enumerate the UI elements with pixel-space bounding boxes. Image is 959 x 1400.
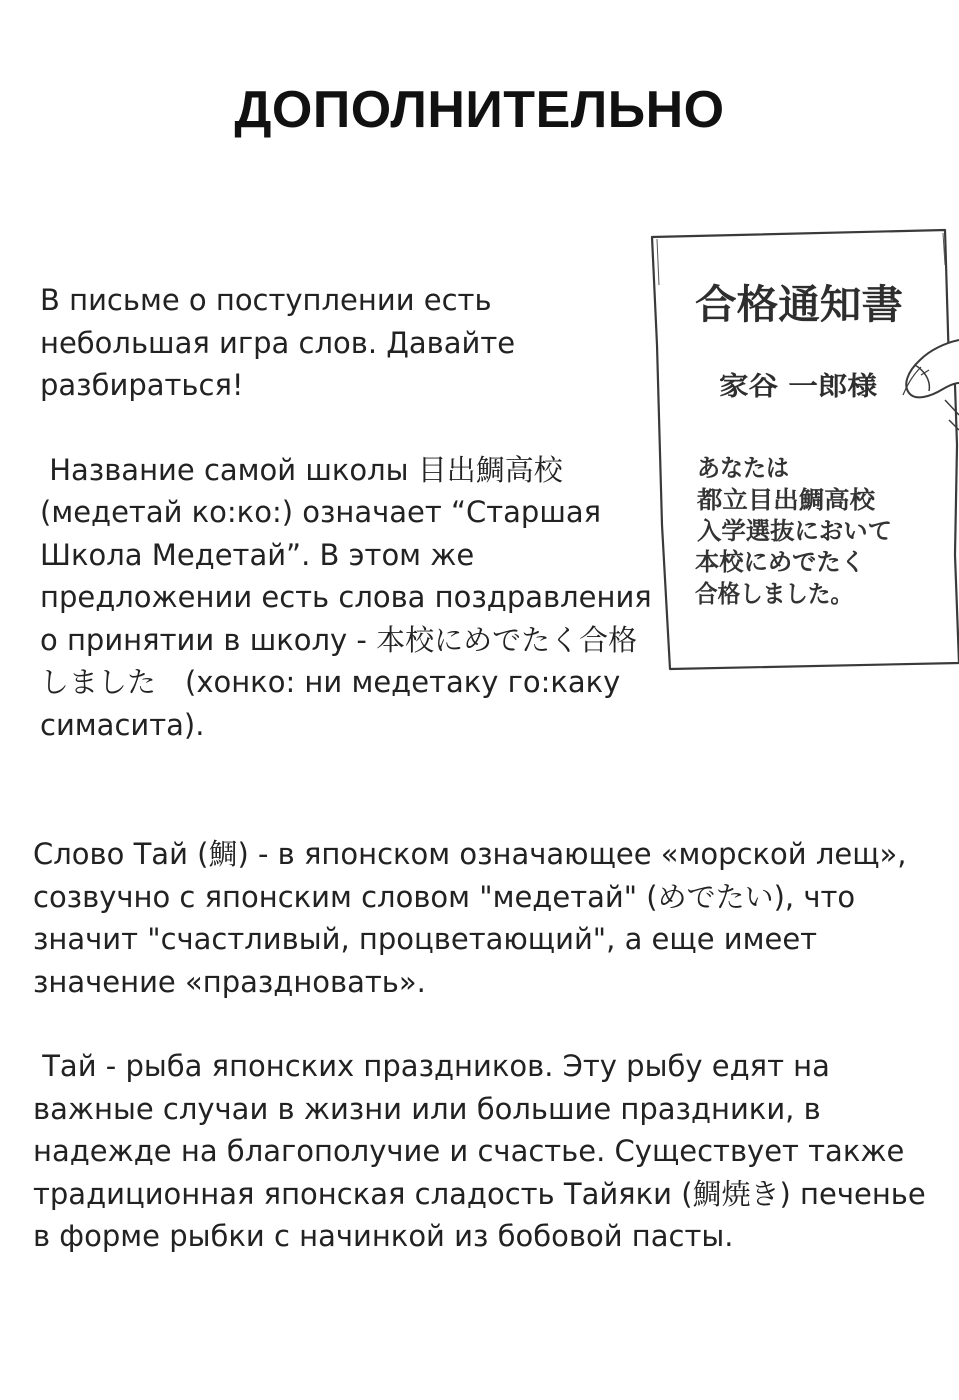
letter-body-line: 入学選抜において: [697, 517, 892, 545]
explanation-paragraph-1: Слово Тай (鯛) - в японском означающее «морской лещ», созвучно с японским словом "медетай" (めでたい), что значит "счастливый, процветающий", а еще имеет значение «праздновать».: [33, 837, 916, 999]
letter-heading: 合格通知書: [695, 282, 903, 328]
intro-text: [40, 279, 660, 746]
acceptance-letter-illustration: [645, 225, 959, 675]
letter-body-line: 都立目出鯛高校: [695, 486, 877, 514]
explanation-text: [33, 833, 933, 1258]
letter-body-line: 合格しました。: [695, 580, 853, 608]
letter-body-line: 本校にめでたく: [695, 548, 865, 576]
letter-body-line: あなたは: [697, 454, 789, 482]
intro-paragraph-1: В письме о поступлении есть небольшая игра слов. Давайте разбираться!: [40, 283, 525, 402]
letter-recipient: 家谷 一郎様: [719, 372, 877, 402]
page-title: ДОПОЛНИТЕЛЬНО: [234, 81, 725, 139]
explanation-paragraph-2: Тай - рыба японских праздников. Эту рыбу едят на важные случаи в жизни или большие праздники, в надежде на благополучие и счастье. Существует также традиционная японская сладость Тайяки (鯛焼き) печенье в форме рыбки с начинкой из бобовой пасты.: [33, 1049, 935, 1253]
intro-paragraph-2: Название самой школы 目出鯛高校 (медетай ко:ко:) означает “Старшая Школа Медетай”. В этом же предложении есть слова поздравления о принятии в школу - 本校にめでたく合格しました (хонко: ни медетаку го:каку симасита).: [40, 452, 661, 742]
